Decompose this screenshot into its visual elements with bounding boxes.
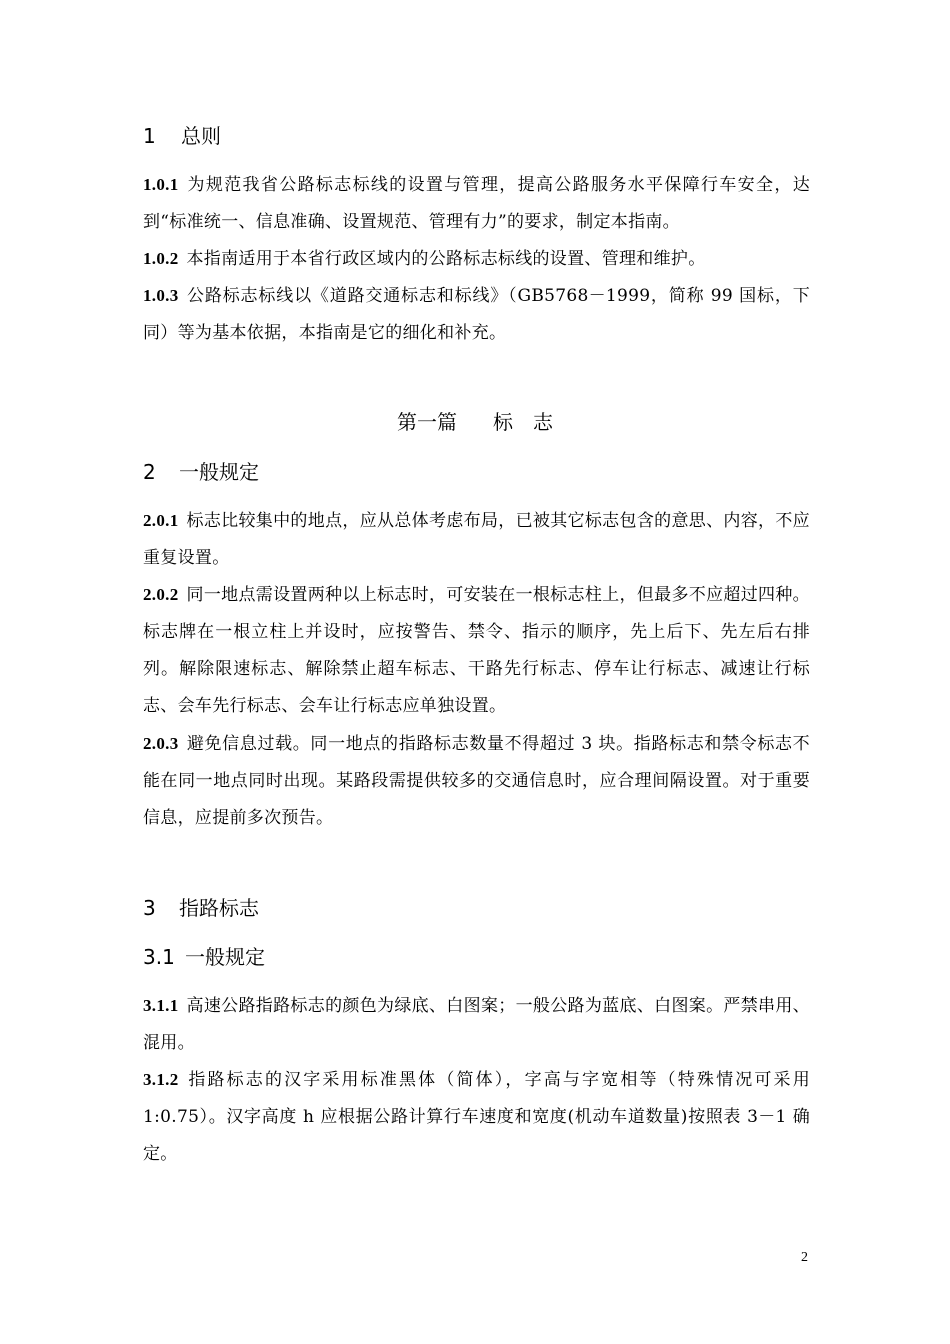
section-title: 一般规定 [185,945,265,969]
paragraph-3-1-2 [143,1061,810,1173]
clause-text: 本指南适用于本省行政区域内的公路标志标线的设置、管理和维护。 [186,249,706,269]
paragraph-1-0-3 [143,277,810,352]
clause-text: 标志比较集中的地点，应从总体考虑布局，已被其它标志包含的意思、内容，不应重复设置。 [143,511,810,568]
section-title: 总则 [181,124,221,148]
clause-text: 指路标志的汉字采用标准黑体（简体），字高与字宽相等（特殊情况可采用1:0.75）。汉字高度 h 应根据公路计算行车速度和宽度(机动车道数量)按照表 3－1 确定。 [143,1070,810,1164]
part-name: 标 志 [493,410,553,434]
clause-number: 3.1.2 [143,1070,179,1089]
section-3-heading [143,894,810,922]
clause-text: 避免信息过载。同一地点的指路标志数量不得超过 3 块。指路标志和禁令标志不能在同一地点同时出现。某路段需提供较多的交通信息时，应合理间隔设置。对于重要信息，应提前多次预告。 [143,734,810,828]
section-title: 指路标志 [179,896,259,920]
section-3-1-heading [143,943,810,971]
section-number: 2 [143,460,156,484]
part-label: 第一篇 [397,410,457,434]
clause-number: 2.0.3 [143,734,179,753]
paragraph-3-1-1 [143,987,810,1062]
clause-number: 1.0.3 [143,286,179,305]
clause-text: 同一地点需设置两种以上标志时，可安装在一根标志柱上，但最多不应超过四种。标志牌在一根立柱上并设时，应按警告、禁令、指示的顺序，先上后下、先左后右排列。解除限速标志、解除禁止超车标志、干路先行标志、停车让行标志、减速让行标志、会车先行标志、会车让行标志应单独设置。 [143,585,810,716]
section-number: 3 [143,896,156,920]
section-number: 3.1 [143,945,175,969]
section-title: 一般规定 [179,460,259,484]
section-1-heading [143,122,810,150]
paragraph-2-0-2 [143,576,810,725]
clause-number: 1.0.1 [143,175,179,194]
clause-number: 2.0.1 [143,511,179,530]
clause-number: 2.0.2 [143,585,179,604]
section-number: 1 [143,124,156,148]
clause-text: 为规范我省公路标志标线的设置与管理，提高公路服务水平保障行车安全，达到“标准统一、信息准确、设置规范、管理有力”的要求，制定本指南。 [143,175,810,232]
paragraph-1-0-2 [143,240,810,278]
clause-number: 3.1.1 [143,996,179,1015]
section-2-heading [143,458,810,486]
part-title [0,408,950,436]
clause-text: 高速公路指路标志的颜色为绿底、白图案；一般公路为蓝底、白图案。严禁串用、混用。 [143,996,810,1053]
paragraph-2-0-1 [143,502,810,577]
paragraph-1-0-1 [143,166,810,241]
clause-text: 公路标志标线以《道路交通标志和标线》（GB5768－1999，简称 99 国标，下同）等为基本依据，本指南是它的细化和补充。 [143,286,810,343]
clause-number: 1.0.2 [143,249,179,268]
page-number: 2 [801,1250,808,1265]
paragraph-2-0-3 [143,725,810,837]
